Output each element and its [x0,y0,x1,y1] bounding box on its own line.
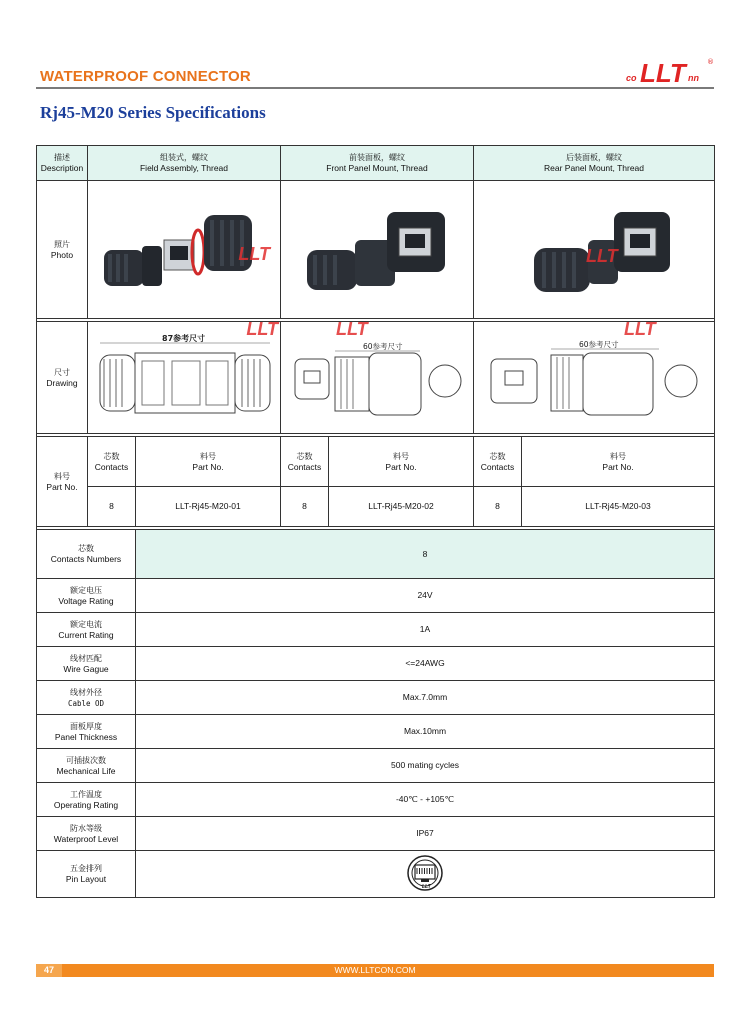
spec-row-wire-gauge [37,647,715,681]
spec-label: 额定电流 Current Rating [37,613,136,647]
contacts-header-3: 芯数 Contacts [474,437,522,487]
spec-value: -40℃ - +105℃ [136,783,715,817]
description-col-3: 后装面板，螺纹 Rear Panel Mount, Thread [474,146,715,181]
spec-label: 防水等级 Waterproof Level [37,817,136,851]
spec-label: 面板厚度 Panel Thickness [37,715,136,749]
contacts-value-1: 8 [88,487,136,527]
spec-row-voltage-rating [37,579,715,613]
spec-table [36,145,715,898]
spec-value: <=24AWG [136,647,715,681]
footer-website-link[interactable]: WWW.LLTCON.COM [334,965,416,975]
front-panel-dimension-drawing [285,333,470,423]
spec-row-operating-rating [37,783,715,817]
photo-label: 照片 Photo [37,181,88,319]
spec-label: 工作温度 Operating Rating [37,783,136,817]
spec-value: Max.10mm [136,715,715,749]
llt-watermark: LLT [624,319,656,339]
contacts-value-2: 8 [281,487,329,527]
svg-text:nn: nn [688,73,699,83]
description-col-1: 组装式，螺纹 Field Assembly, Thread [88,146,281,181]
drawing-rear-panel [474,319,715,434]
photo-field-assembly [88,181,281,319]
contacts-value-3: 8 [474,487,522,527]
rear-panel-dimension-drawing [479,333,709,423]
spec-row-contacts-numbers [37,530,715,579]
description-row [37,146,715,181]
partno-value-1: LLT-Rj45-M20-01 [136,487,281,527]
header-divider [36,87,714,89]
spec-label: 五金排列 Pin Layout [37,851,136,898]
page-subtitle: Rj45-M20 Series Specifications [40,103,266,122]
partno-header-3: 料号 Part No. [522,437,715,487]
spec-value: Max.7.0mm [136,681,715,715]
drawing-front-panel [281,319,474,434]
spec-value: IP67 [136,817,715,851]
partno-header-1: 料号 Part No. [136,437,281,487]
spec-row-panel-thickness [37,715,715,749]
photo-rear-panel [474,181,715,319]
contacts-header-2: 芯数 Contacts [281,437,329,487]
spec-label: 线材外径 Cable OD [37,681,136,715]
photo-front-panel [281,181,474,319]
spec-label: 线材匹配 Wire Gague [37,647,136,681]
svg-text:60参考尺寸: 60参考尺寸 [362,341,403,351]
drawing-field-assembly [88,319,281,434]
partno-value-3: LLT-Rj45-M20-03 [522,487,715,527]
svg-text:87参考尺寸: 87参考尺寸 [161,333,205,343]
page-header-title: WATERPROOF CONNECTOR [40,68,251,85]
spec-value: 500 mating cycles [136,749,715,783]
partno-value-2: LLT-Rj45-M20-02 [329,487,474,527]
svg-text:co: co [626,73,637,83]
spec-row-pin-layout [37,851,715,898]
spec-row-waterproof-level [37,817,715,851]
pin-layout-diagram [405,854,445,892]
spec-label: 可插拔次数 Mechanical Life [37,749,136,783]
llt-watermark: LLT [586,246,618,266]
svg-text:60参考尺寸: 60参考尺寸 [579,339,619,349]
drawing-label: 尺寸 Drawing [37,322,88,434]
spec-row-current-rating [37,613,715,647]
contacts-header-1: 芯数 Contacts [88,437,136,487]
footer-page-number: 47 [36,964,62,977]
spec-row-mechanical-life [37,749,715,783]
llt-watermark: LLT [238,244,270,264]
front-panel-connector-image [287,200,467,300]
description-col-2: 前装面板，螺纹 Front Panel Mount, Thread [281,146,474,181]
drawing-row [37,322,715,434]
brand-logo [618,56,718,86]
svg-text:LLT: LLT [422,883,431,890]
spec-value: 8 [136,530,715,579]
partno-values-row [37,487,715,527]
spec-row-cable-od [37,681,715,715]
partno-label: 料号 Part No. [37,437,88,527]
pin-layout-cell [136,851,715,898]
spec-value: 1A [136,613,715,647]
spec-label: 额定电压 Voltage Rating [37,579,136,613]
field-assembly-dimension-drawing [92,333,277,423]
partno-header-row [37,437,715,487]
spec-label: 芯数 Contacts Numbers [37,530,136,579]
svg-text:LLT: LLT [640,58,686,86]
llt-watermark: LLT [246,319,278,339]
photo-row [37,181,715,319]
llt-watermark: LLT [336,319,368,339]
spec-value: 24V [136,579,715,613]
svg-text:®: ® [707,58,714,66]
description-label: 描述 Description [37,146,88,181]
partno-header-2: 料号 Part No. [329,437,474,487]
